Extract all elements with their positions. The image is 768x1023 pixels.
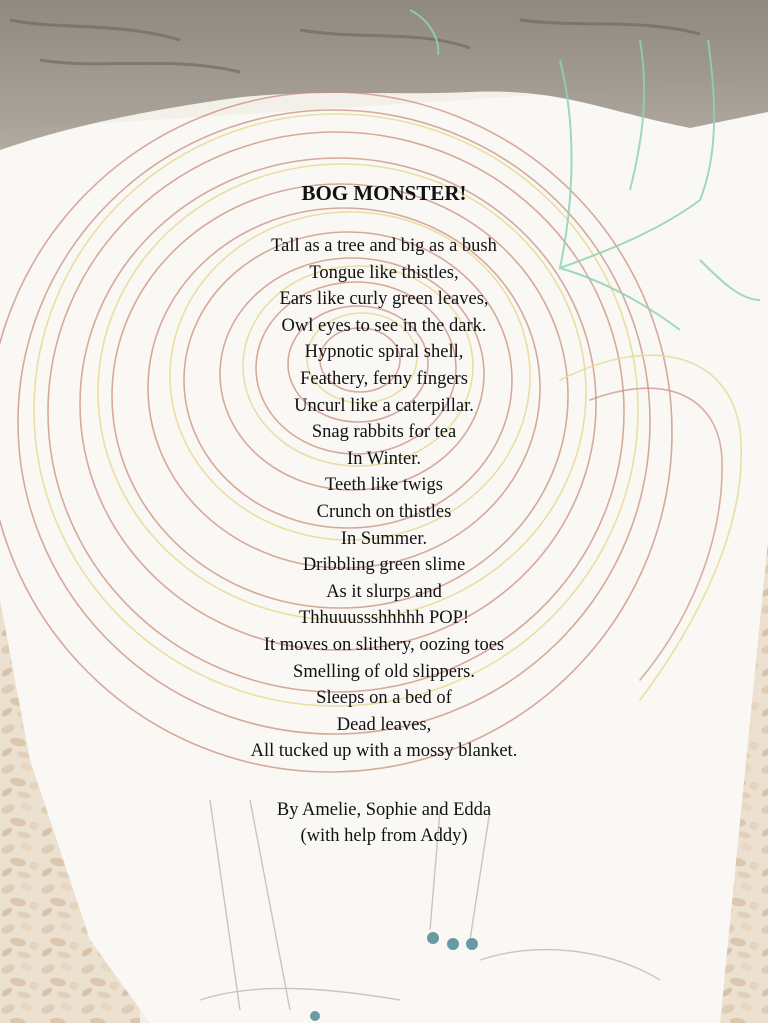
credit-line: (with help from Addy) bbox=[300, 826, 468, 846]
poem-line: All tucked up with a mossy blanket. bbox=[250, 741, 518, 762]
poem-stanza bbox=[0, 233, 768, 765]
poem-line: Teeth like twigs bbox=[325, 475, 443, 496]
poem-line: In Winter. bbox=[347, 448, 421, 469]
poem-line: In Summer. bbox=[340, 528, 428, 549]
poem-credits bbox=[0, 797, 768, 849]
poem-line: Dead leaves, bbox=[336, 714, 432, 735]
poem-line: Thhuuussshhhhh POP! bbox=[298, 608, 470, 629]
credit-line: By Amelie, Sophie and Edda bbox=[276, 800, 492, 820]
poem-line: Uncurl like a caterpillar. bbox=[294, 395, 474, 416]
poem-line: Owl eyes to see in the dark. bbox=[281, 315, 487, 336]
poem-line: Tall as a tree and big as a bush bbox=[271, 236, 497, 256]
poem-line: Snag rabbits for tea bbox=[311, 422, 457, 443]
poem-line: Sleeps on a bed of bbox=[316, 688, 452, 709]
poem-line: Tongue like thistles, bbox=[309, 262, 459, 283]
poem-line: Ears like curly green leaves, bbox=[279, 289, 489, 310]
poem-line: Feathery, ferny fingers bbox=[300, 368, 468, 389]
poem-line: It moves on slithery, oozing toes bbox=[263, 634, 505, 655]
poem-line: Smelling of old slippers. bbox=[293, 661, 475, 682]
poem-line: Crunch on thistles bbox=[316, 501, 452, 522]
poem-line: Dribbling green slime bbox=[302, 555, 466, 576]
poem-line: As it slurps and bbox=[326, 581, 442, 602]
poem-title: BOG MONSTER! bbox=[301, 181, 467, 205]
poem-line: Hypnotic spiral shell, bbox=[304, 342, 464, 363]
